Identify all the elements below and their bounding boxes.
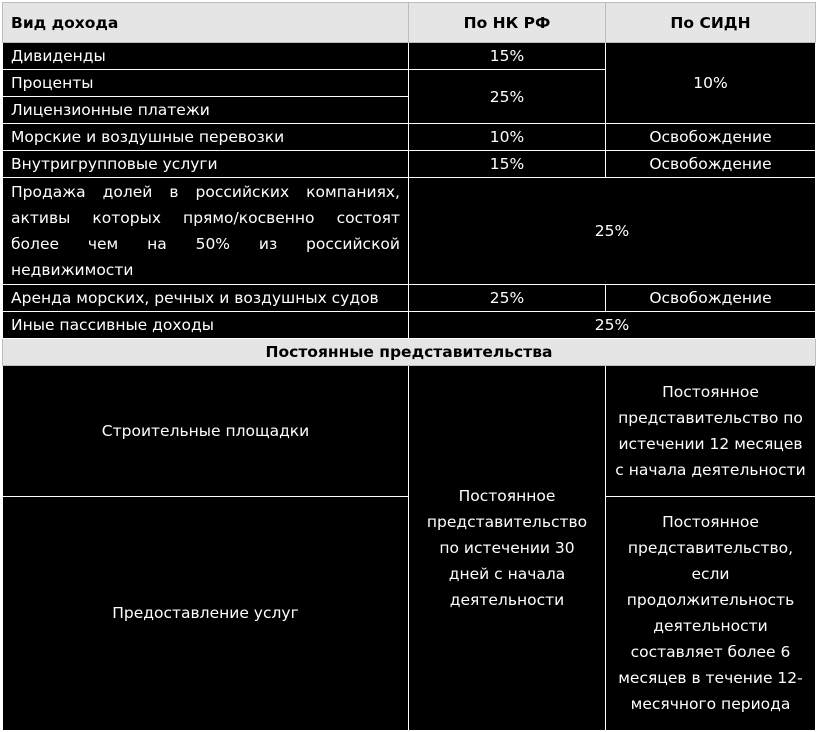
row-label-other-passive: Иные пассивные доходы: [3, 312, 409, 339]
tax-rates-table: [2, 2, 816, 731]
vessel-lease-nk-rate: 25%: [409, 285, 606, 312]
header-income-type: Вид дохода: [3, 3, 409, 43]
table-row: [3, 178, 816, 285]
intragroup-sidn-rate: Освобождение: [606, 151, 816, 178]
table-row: [3, 312, 816, 339]
shares-sale-rate: 25%: [409, 178, 816, 285]
header-nk-rf: По НК РФ: [409, 3, 606, 43]
row-label-intragroup: Внутригрупповые услуги: [3, 151, 409, 178]
table-row: [3, 285, 816, 312]
row-label-dividends: Дивиденды: [3, 43, 409, 70]
table-row: [3, 151, 816, 178]
header-sidn: По СИДН: [606, 3, 816, 43]
dividends-interest-license-sidn-rate: 10%: [606, 43, 816, 124]
row-label-license: Лицензионные платежи: [3, 97, 409, 124]
row-label-shipping: Морские и воздушные перевозки: [3, 124, 409, 151]
dividends-nk-rate: 15%: [409, 43, 606, 70]
table-row: [3, 366, 816, 496]
row-label-services: Предоставление услуг: [3, 496, 409, 730]
row-label-shares-sale: Продажа долей в российских компаниях, активы которых прямо/косвенно состоят более чем на 50% из российской недвижимости: [3, 178, 409, 285]
table-row: [3, 43, 816, 70]
shipping-nk-rate: 10%: [409, 124, 606, 151]
intragroup-nk-rate: 15%: [409, 151, 606, 178]
interest-license-nk-rate: 25%: [409, 70, 606, 124]
vessel-lease-sidn-rate: Освобождение: [606, 285, 816, 312]
permanent-establishment-nk-rule: Постоянное представительство по истечении 30 дней с начала деятельности: [409, 366, 606, 731]
section-title-permanent-establishments: Постоянные представительства: [3, 339, 816, 366]
other-passive-rate: 25%: [409, 312, 816, 339]
services-sidn-rule: Постоянное представительство, если продолжительность деятельности составляет более 6 месяцев в течение 12-месячного периода: [606, 496, 816, 730]
section-header-row: [3, 339, 816, 366]
shipping-sidn-rate: Освобождение: [606, 124, 816, 151]
row-label-interest: Проценты: [3, 70, 409, 97]
table-row: [3, 124, 816, 151]
row-label-vessel-lease: Аренда морских, речных и воздушных судов: [3, 285, 409, 312]
table-header-row: [3, 3, 816, 43]
row-label-construction: Строительные площадки: [3, 366, 409, 496]
construction-sidn-rule: Постоянное представительство по истечении 12 месяцев с начала деятельности: [606, 366, 816, 496]
